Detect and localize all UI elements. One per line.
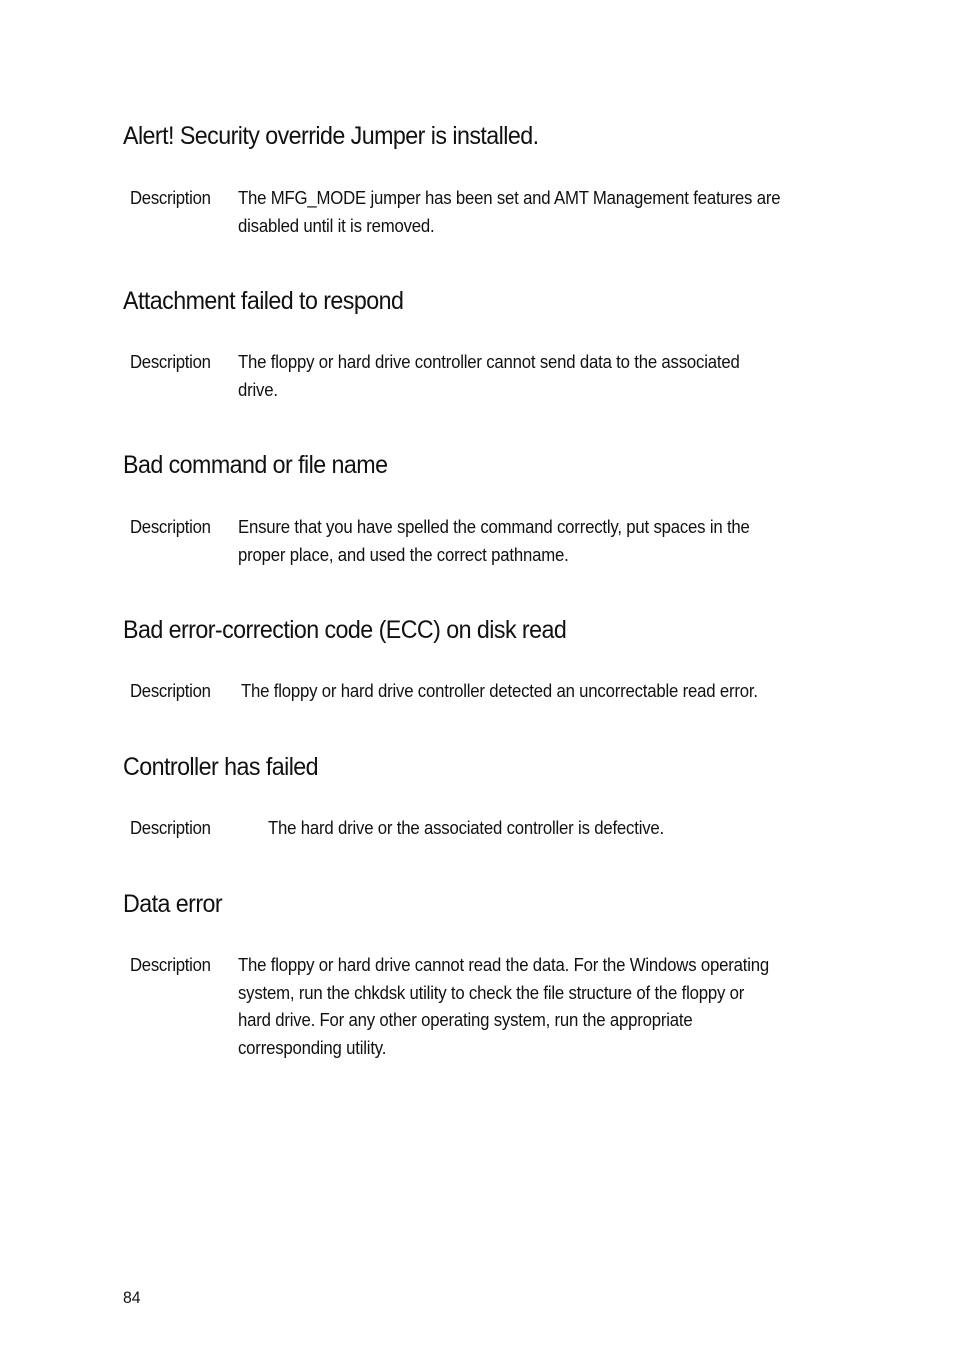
description-line: disabled until it is removed. — [238, 215, 435, 236]
section-heading-bad-command: Bad command or file name — [123, 451, 388, 479]
description-line: The floppy or hard drive controller cannot send data to the associated — [238, 352, 740, 372]
section-heading-data-error: Data error — [123, 890, 223, 918]
description-label: Description — [130, 681, 211, 701]
page-number: 84 — [123, 1288, 141, 1307]
description-label: Description — [130, 352, 211, 372]
description-line: proper place, and used the correct pathname. — [238, 544, 569, 565]
section-heading-controller-failed: Controller has failed — [123, 753, 319, 781]
description-line: hard drive. For any other operating system, run the appropriate — [238, 1010, 693, 1030]
description-text — [241, 678, 853, 706]
description-line: system, run the chkdsk utility to check the file structure of the floppy or — [238, 982, 745, 1003]
description-line: drive. — [238, 379, 278, 400]
description-text — [238, 185, 850, 240]
description-line: The MFG_MODE jumper has been set and AMT Management features are — [238, 188, 781, 208]
description-label: Description — [130, 517, 211, 537]
description-label: Description — [130, 188, 211, 208]
description-line: The floppy or hard drive cannot read the data. For the Windows operating — [238, 955, 769, 975]
description-line: Ensure that you have spelled the command correctly, put spaces in the — [238, 517, 750, 537]
description-text — [238, 952, 850, 1062]
section-heading-attachment-failed: Attachment failed to respond — [123, 287, 404, 315]
description-label: Description — [130, 818, 211, 838]
description-line: corresponding utility. — [238, 1037, 387, 1058]
description-text — [268, 815, 880, 843]
description-line: The hard drive or the associated controller is defective. — [268, 818, 665, 838]
section-heading-bad-ecc: Bad error-correction code (ECC) on disk read — [123, 616, 567, 644]
description-text — [238, 514, 850, 569]
section-heading-security-override: Alert! Security override Jumper is installed. — [123, 122, 539, 150]
description-label: Description — [130, 955, 211, 975]
description-line: The floppy or hard drive controller detected an uncorrectable read error. — [241, 681, 758, 701]
description-text — [238, 349, 850, 404]
